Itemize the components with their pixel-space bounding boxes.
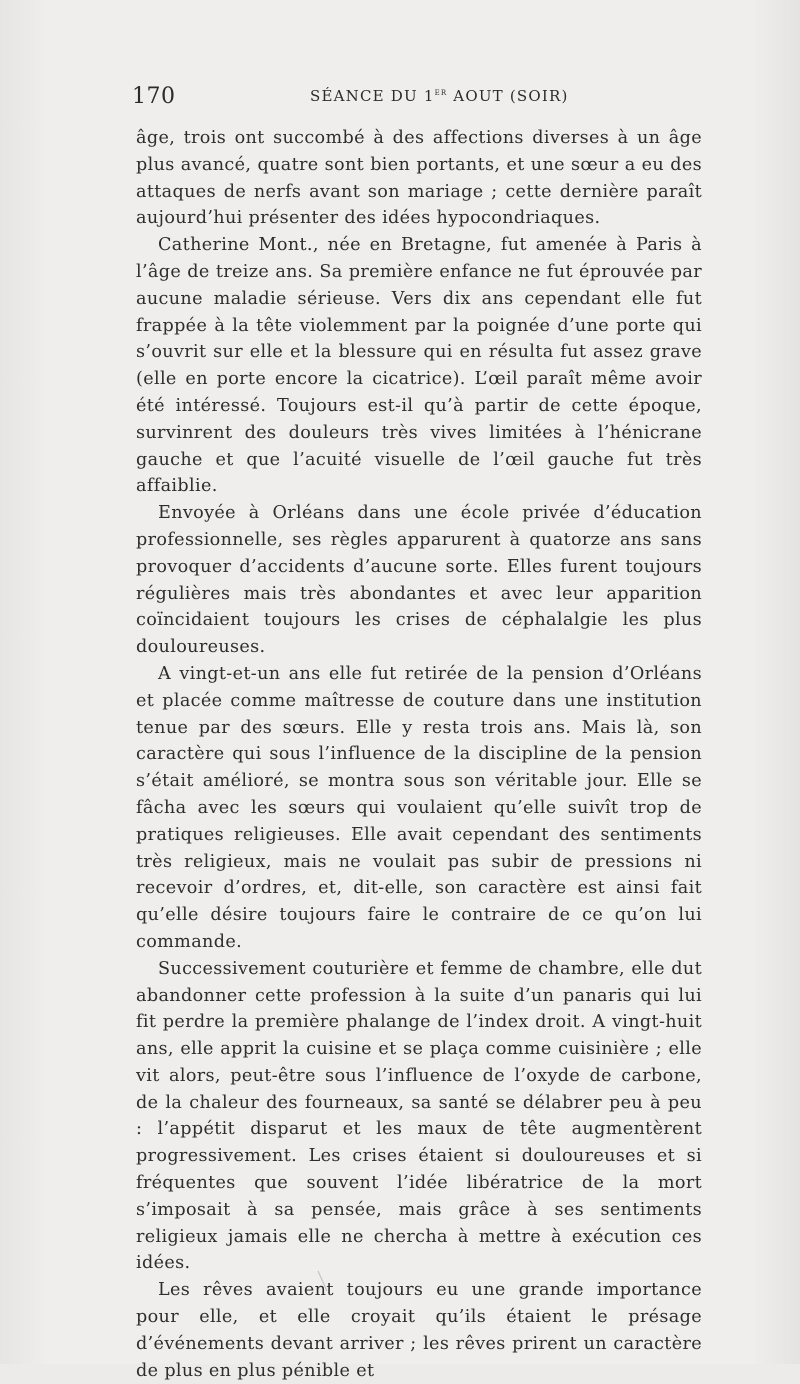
paragraph-catherine: Catherine Mont., née en Bretagne, fut amenée à Paris à l’âge de treize ans. Sa première enfance ne fut éprouvée par aucune maladie sérieuse. Vers dix ans cependant elle fut frappée à la tête violemment par la poignée d’une porte qui s’ouvrit sur elle et la blessure qui en résulta fut assez grave (elle en porte encore la cicatrice). L’œil paraît même avoir été intéressé. Toujours est-il qu’à partir de cette époque, survinrent des douleurs très vives limitées à l’hénicrane gauche et que l’acuité visuelle de l’œil gauche fut très affaiblie. [136, 235, 702, 497]
running-head [310, 87, 569, 105]
paragraph-reves: Les rêves avaient toujours eu une grande importance pour elle, et elle croyait qu’ils étaient le présage d’événements devant arriver ; les rêves prirent un caractère de plus en plus pénible et [136, 1280, 702, 1381]
paragraph-cuisiniere: Successivement couturière et femme de chambre, elle dut abandonner cette profession à la suite d’un panaris qui lui fit perdre la première phalange de l’index droit. A vingt-huit ans, elle apprit la cuisine et se plaça comme cuisinière ; elle vit alors, peut-être sous l’influence de l’oxyde de carbone, de la chaleur des fourneaux, sa santé se délabrer peu à peu : l’appétit disparut et les maux de tête augmentèrent progressivement. Les crises étaient si douloureuses et si fréquentes que souvent l’idée libératrice de la mort s’imposait à sa pensée, mais grâce à ses sentiments religieux jamais elle ne chercha à mettre à exécution ces idées. [136, 958, 702, 1274]
running-head-prefix: SÉANCE DU 1 [310, 87, 435, 105]
paragraph-maitresse-couture: A vingt-et-un ans elle fut retirée de la pension d’Orléans et placée comme maîtresse de couture dans une institution tenue par des sœurs. Elle y resta trois ans. Mais là, son caractère qui sous l’influence de la discipline de la pension s’était amélioré, se montra sous son véritable jour. Elle se fâcha avec les sœurs qui voulaient qu’elle suivît trop de pratiques religieuses. Elle avait cependant des sentiments très religieux, mais ne voulait pas subir de pressions ni recevoir d’ordres, et, dit-elle, son caractère est ainsi fait qu’elle désire toujours faire le contraire de ce qu’on lui commande. [136, 663, 702, 952]
paragraph-orleans: Envoyée à Orléans dans une école privée d’éducation professionnelle, ses règles apparurent à quatorze ans sans provoquer d’accidents d’aucune sorte. Elles furent toujours régulières mais très abondantes et avec leur apparition coïncidaient toujours les crises de céphalalgie les plus douloureuses. [136, 503, 702, 658]
body-text [136, 125, 702, 1384]
page-header [132, 84, 702, 114]
running-head-suffix: AOUT (SOIR) [447, 87, 569, 105]
page-number: 170 [132, 84, 176, 109]
paragraph-continued: âge, trois ont succombé à des affections diverses à un âge plus avancé, quatre sont bien portants, et une sœur a eu des attaques de nerfs avant son mariage ; cette dernière paraît aujourd’hui présenter des idées hypocondriaques. [136, 128, 702, 229]
running-head-superscript: er [434, 87, 448, 98]
